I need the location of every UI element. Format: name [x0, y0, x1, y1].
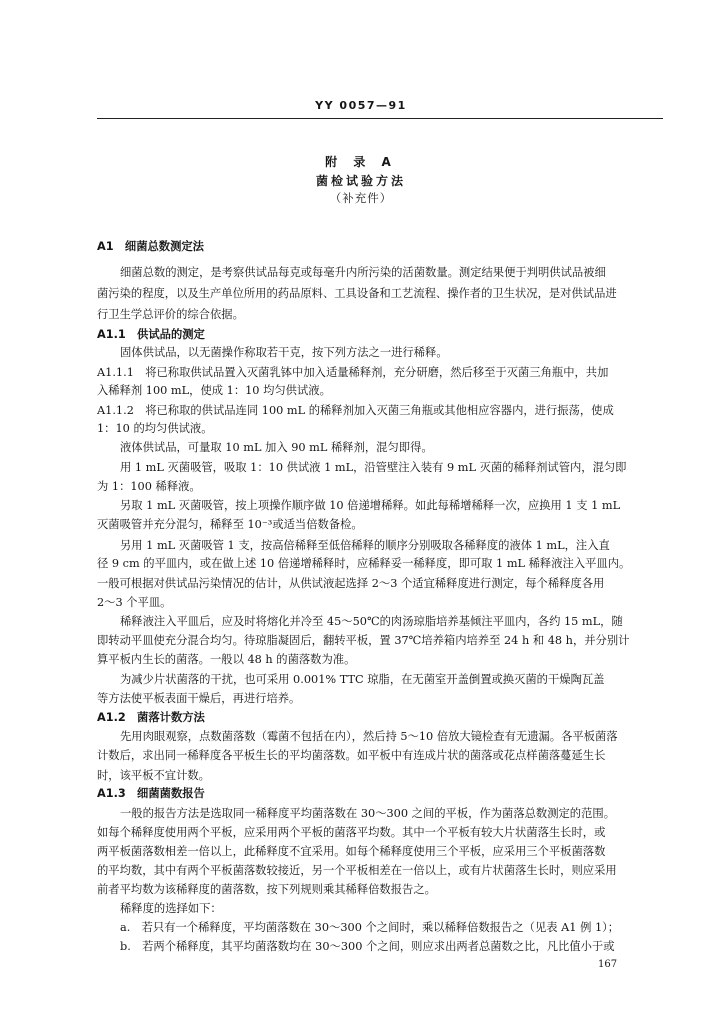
- paragraph-line: 一般的报告方法是选取同一稀释度平均菌落数在 30～300 之间的平板，作为菌落总数测定的范围。: [120, 807, 615, 820]
- header-rule: [97, 118, 663, 119]
- paragraph-line: 的平均数，其中有两个平板菌落数较接近，另一个平板相差在一倍以上，或有片状菌落生长时，则应采用: [97, 864, 617, 877]
- paragraph-line: 计数后，求出同一稀释度各平板生长的平均菌落数。如平板中有连成片状的菌落或花点样菌落蔓延生长: [97, 749, 606, 762]
- paragraph-line: 等方法使平板表面干燥后，再进行培养。: [97, 692, 301, 705]
- page-number: 167: [598, 959, 618, 970]
- annex-title: 菌检试验方法: [315, 174, 406, 188]
- paragraph-line: 先用肉眼观察，点数菌落数（霉菌不包括在内），然后持 5～10 倍放大镜检查有无遗漏。各平板菌落: [120, 730, 618, 743]
- paragraph-line: 稀释液注入平皿后，应及时将熔化并冷至 45～50℃的肉汤琼脂培养基倾注平皿内，各约 15 mL，随: [120, 615, 623, 628]
- paragraph-line: 菌污染的程度，以及生产单位所用的药品原料、工具设备和工艺流程、操作者的卫生状况，是对供试品进: [97, 287, 617, 300]
- paragraph-line: 算平板内生长的菌落。一般以 48 h 的菌落数为准。: [97, 653, 356, 666]
- section-heading-a1-1: A1.1 供试品的测定: [97, 328, 205, 341]
- paragraph-line: 时，该平板不宜计数。: [97, 769, 210, 782]
- annex-label: 附 录 A: [325, 155, 397, 169]
- paragraph-line: 用 1 mL 灭菌吸管，吸取 1：10 供试液 1 mL，沿管壁注入装有 9 mL 灭菌的稀释剂试管内，混匀即: [120, 461, 627, 474]
- paragraph-line: 另取 1 mL 灭菌吸管，按上项操作顺序做 10 倍递增稀释。如此每稀增稀释一次，应换用 1 支 1 mL: [120, 499, 621, 512]
- paragraph-line: 前者平均数为该稀释度的菌落数，按下列规则乘其稀释倍数报告之。: [97, 883, 436, 896]
- paragraph-line: 为减少片状菌落的干扰，也可采用 0.001% TTC 琼脂，在无菌室开盖倒置或换灭菌的干燥陶瓦盖: [120, 673, 605, 686]
- paragraph-line: 一般可根据对供试品污染情况的估计，从供试液起选择 2～3 个适宜稀释度进行测定，每个稀释度各用: [97, 577, 605, 590]
- paragraph-line: 固体供试品，以无菌操作称取若干克，按下列方法之一进行稀释。: [120, 346, 448, 359]
- paragraph-line: 1：10 的均匀供试液。: [97, 422, 213, 435]
- paragraph-line: 液体供试品，可量取 10 mL 加入 90 mL 稀释剂，混匀即得。: [120, 441, 433, 454]
- paragraph-line: 入稀释剂 100 mL，使成 1：10 均匀供试液。: [97, 384, 331, 397]
- paragraph-line: 细菌总数的测定，是考察供试品每克或每毫升内所污染的活菌数量。测定结果便于判明供试品被细: [120, 266, 606, 279]
- paragraph-line: 另用 1 mL 灭菌吸管 1 支，按高倍稀释至低倍稀释的顺序分别吸取各稀释度的液体 1 mL，注入直: [120, 539, 610, 552]
- paragraph-line: 2～3 个平皿。: [97, 596, 172, 609]
- standard-code-header: YY 0057—91: [315, 99, 407, 112]
- paragraph-line: A1.1.1 将已称取供试品置入灭菌乳钵中加入适量稀释剂，充分研磨，然后移至于灭菌三角瓶中，共加: [97, 366, 609, 379]
- section-heading-a1-3: A1.3 细菌菌数报告: [97, 787, 205, 800]
- paragraph-line: 灭菌吸管并充分混匀，稀释至 10⁻³或适当倍数备检。: [97, 518, 363, 531]
- paragraph-line: 径 9 cm 的平皿内，或在做上述 10 倍递增稀释时，应稀释妥一稀释度，即可取 1 mL 稀释液注入平皿内。: [97, 557, 631, 570]
- list-item-b: b. 若两个稀释度，其平均菌落数均在 30～300 个之间，则应求出两者总菌数之比，凡比值小于或: [120, 940, 615, 953]
- paragraph-line: 行卫生学总评价的综合依据。: [97, 308, 244, 321]
- paragraph-line: 即转动平皿使充分混合均匀。待琼脂凝固后，翻转平板，置 37℃培养箱内培养至 24 h 和 48 h，并分别计: [97, 634, 630, 647]
- paragraph-line: 为 1：100 稀释液。: [97, 480, 201, 493]
- section-heading-a1: A1 细菌总数测定法: [97, 240, 204, 253]
- paragraph-line: 如每个稀释度使用两个平板，应采用两个平板的菌落平均数。其中一个平板有较大片状菌落生长时，或: [97, 826, 606, 839]
- paragraph-line: 稀释度的选择如下：: [120, 902, 222, 915]
- section-heading-a1-2: A1.2 菌落计数方法: [97, 711, 205, 724]
- paragraph-line: A1.1.2 将已称取的供试品连同 100 mL 的稀释剂加入灭菌三角瓶或其他相应容器内，进行振荡，使成: [97, 404, 614, 417]
- paragraph-line: 两平板菌落数相差一倍以上，此稀释度不宜采用。如每个稀释度使用三个平板，应采用三个平板菌落数: [97, 845, 606, 858]
- annex-note: （补充件）: [329, 191, 393, 205]
- list-item-a: a. 若只有一个稀释度，平均菌落数在 30～300 个之间时，乘以稀释倍数报告之（见表 A1 例 1）；: [120, 921, 620, 934]
